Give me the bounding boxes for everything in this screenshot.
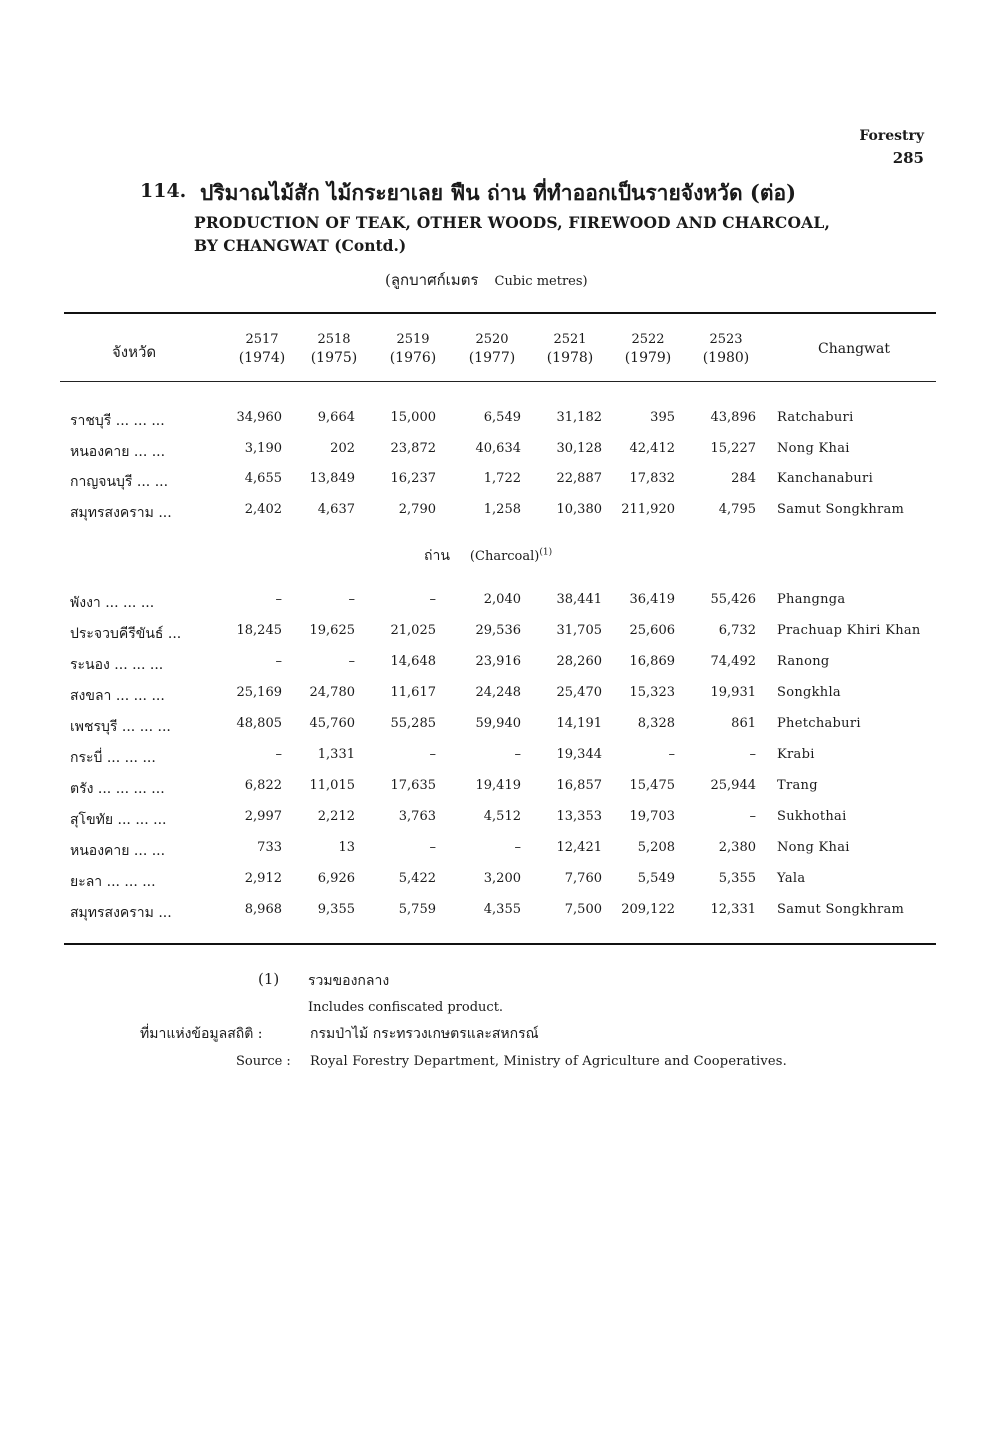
value-cell: 45,760 — [309, 716, 355, 731]
value-cell: 211,920 — [621, 502, 675, 517]
table-row — [0, 441, 990, 463]
value-cell: 4,795 — [718, 502, 756, 517]
title-english-line2: BY CHANGWAT (Contd.) — [194, 236, 407, 255]
value-cell: – — [514, 747, 521, 762]
section-thai: ถ่าน — [424, 548, 450, 564]
value-cell: 2,040 — [483, 592, 521, 607]
value-cell: 19,625 — [309, 623, 355, 638]
year-header — [696, 331, 756, 367]
province-thai: เพชรบุรี ... ... ... — [70, 719, 171, 735]
year-header — [618, 331, 678, 367]
section-english: (Charcoal) — [469, 549, 540, 564]
value-cell: 13,849 — [309, 471, 355, 486]
province-thai: กระบี่ ... ... ... — [70, 750, 156, 766]
value-cell: 2,212 — [317, 809, 355, 824]
title-english-line1: PRODUCTION OF TEAK, OTHER WOODS, FIREWOOD AND CHARCOAL, — [194, 213, 831, 232]
value-cell: 55,285 — [390, 716, 436, 731]
value-cell: 25,606 — [629, 623, 675, 638]
value-cell: 15,323 — [629, 685, 675, 700]
year-header — [540, 331, 600, 367]
value-cell: 5,549 — [637, 871, 675, 886]
value-cell: 3,763 — [398, 809, 436, 824]
table-row — [0, 654, 990, 676]
year-be: 2523 — [709, 332, 743, 347]
province-english: Yala — [777, 871, 806, 886]
table-top-rule — [64, 312, 936, 314]
value-cell: 25,944 — [710, 778, 756, 793]
value-cell: 10,380 — [556, 502, 602, 517]
year-header — [304, 331, 364, 367]
column-header-english: Changwat — [818, 341, 891, 357]
value-cell: 861 — [731, 716, 756, 731]
province-english: Phetchaburi — [777, 716, 861, 731]
province-thai: ยะลา ... ... ... — [70, 874, 156, 890]
table-row — [0, 592, 990, 614]
value-cell: 2,912 — [244, 871, 282, 886]
value-cell: – — [514, 840, 521, 855]
value-cell: 29,536 — [475, 623, 521, 638]
value-cell: 1,258 — [483, 502, 521, 517]
table-row — [0, 778, 990, 800]
value-cell: 16,869 — [629, 654, 675, 669]
value-cell: 8,328 — [637, 716, 675, 731]
value-cell: 2,790 — [398, 502, 436, 517]
year-be: 2521 — [553, 332, 587, 347]
unit-label — [385, 268, 588, 292]
value-cell: 30,128 — [556, 441, 602, 456]
value-cell: 7,760 — [564, 871, 602, 886]
value-cell: 209,122 — [621, 902, 675, 917]
province-thai: สุโขทัย ... ... ... — [70, 812, 167, 828]
province-thai: ระนอง ... ... ... — [70, 657, 164, 673]
source-thai-label: ที่มาแห่งข้อมูลสถิติ : — [140, 1026, 263, 1042]
value-cell: 7,500 — [564, 902, 602, 917]
value-cell: – — [348, 654, 355, 669]
table-row — [0, 410, 990, 432]
value-cell: – — [275, 747, 282, 762]
table-row — [0, 685, 990, 707]
value-cell: 5,759 — [398, 902, 436, 917]
value-cell: 74,492 — [710, 654, 756, 669]
value-cell: 31,705 — [556, 623, 602, 638]
value-cell: 5,355 — [718, 871, 756, 886]
table-row — [0, 809, 990, 831]
value-cell: 11,015 — [309, 778, 355, 793]
value-cell: 48,805 — [236, 716, 282, 731]
province-thai: กาญจนบุรี ... ... — [70, 474, 169, 490]
value-cell: 59,940 — [475, 716, 521, 731]
value-cell: 4,512 — [483, 809, 521, 824]
table-row — [0, 747, 990, 769]
value-cell: 1,331 — [317, 747, 355, 762]
table-row — [0, 902, 990, 924]
value-cell: 38,441 — [556, 592, 602, 607]
province-thai: ตรัง ... ... ... ... — [70, 781, 165, 797]
value-cell: 8,968 — [244, 902, 282, 917]
year-be: 2520 — [475, 332, 509, 347]
year-header — [462, 331, 522, 367]
province-english: Phangnga — [777, 592, 846, 607]
value-cell: 19,344 — [556, 747, 602, 762]
value-cell: 202 — [330, 441, 355, 456]
value-cell: 395 — [650, 410, 675, 425]
value-cell: – — [275, 592, 282, 607]
province-english: Nong Khai — [777, 840, 850, 855]
value-cell: 17,832 — [629, 471, 675, 486]
year-header — [383, 331, 443, 367]
value-cell: 284 — [731, 471, 756, 486]
table-row — [0, 502, 990, 524]
value-cell: 55,426 — [710, 592, 756, 607]
charcoal-section-label — [424, 545, 552, 567]
unit-english: Cubic metres) — [494, 274, 588, 289]
province-english: Songkhla — [777, 685, 841, 700]
value-cell: 23,872 — [390, 441, 436, 456]
column-header-thai: จังหวัด — [112, 343, 157, 361]
source-thai: กรมป่าไม้ กระทรวงเกษตรและสหกรณ์ — [310, 1026, 539, 1042]
table-row — [0, 716, 990, 738]
value-cell: – — [429, 592, 436, 607]
value-cell: 19,419 — [475, 778, 521, 793]
value-cell: – — [348, 592, 355, 607]
value-cell: 15,000 — [390, 410, 436, 425]
table-header-rule — [60, 381, 936, 382]
value-cell: 4,655 — [244, 471, 282, 486]
value-cell: 5,422 — [398, 871, 436, 886]
value-cell: 18,245 — [236, 623, 282, 638]
value-cell: – — [429, 747, 436, 762]
value-cell: – — [429, 840, 436, 855]
value-cell: 19,703 — [629, 809, 675, 824]
value-cell: 6,822 — [244, 778, 282, 793]
value-cell: 34,960 — [236, 410, 282, 425]
province-english: Prachuap Khiri Khan — [777, 623, 921, 638]
footnote-english: Includes confiscated product. — [308, 1000, 504, 1015]
province-english: Trang — [777, 778, 818, 793]
table-row — [0, 871, 990, 893]
value-cell: 12,331 — [710, 902, 756, 917]
value-cell: 2,380 — [718, 840, 756, 855]
value-cell: 25,470 — [556, 685, 602, 700]
value-cell: 9,664 — [317, 410, 355, 425]
province-english: Krabi — [777, 747, 815, 762]
value-cell: 16,237 — [390, 471, 436, 486]
province-thai: สงขลา ... ... ... — [70, 688, 165, 704]
year-ad: (1979) — [624, 350, 672, 366]
province-thai: สมุทรสงคราม ... — [70, 505, 172, 521]
value-cell: 4,637 — [317, 502, 355, 517]
value-cell: 2,997 — [244, 809, 282, 824]
value-cell: 6,926 — [317, 871, 355, 886]
province-thai: หนองคาย ... ... — [70, 444, 166, 460]
value-cell: 6,549 — [483, 410, 521, 425]
province-thai: สมุทรสงคราม ... — [70, 905, 172, 921]
value-cell: 2,402 — [244, 502, 282, 517]
title-thai: ปริมาณไม้สัก ไม้กระยาเลย ฟืน ถ่าน ที่ทำออกเป็นรายจังหวัด (ต่อ) — [200, 180, 797, 205]
value-cell: 14,191 — [556, 716, 602, 731]
value-cell: 15,227 — [710, 441, 756, 456]
province-english: Kanchanaburi — [777, 471, 874, 486]
year-be: 2519 — [396, 332, 430, 347]
value-cell: 3,200 — [483, 871, 521, 886]
value-cell: 21,025 — [390, 623, 436, 638]
value-cell: – — [749, 747, 756, 762]
value-cell: – — [668, 747, 675, 762]
value-cell: 24,248 — [475, 685, 521, 700]
value-cell: 6,732 — [718, 623, 756, 638]
year-ad: (1978) — [546, 350, 594, 366]
year-ad: (1975) — [310, 350, 358, 366]
value-cell: 42,412 — [629, 441, 675, 456]
year-header — [232, 331, 292, 367]
unit-thai: (ลูกบาศก์เมตร — [385, 271, 479, 289]
value-cell: 25,169 — [236, 685, 282, 700]
value-cell: 733 — [257, 840, 282, 855]
value-cell: 22,887 — [556, 471, 602, 486]
year-ad: (1980) — [702, 350, 750, 366]
province-thai: ราชบุรี ... ... ... — [70, 413, 165, 429]
section-name: Forestry — [859, 128, 924, 144]
value-cell: 12,421 — [556, 840, 602, 855]
province-english: Ranong — [777, 654, 830, 669]
value-cell: 4,355 — [483, 902, 521, 917]
value-cell: 14,648 — [390, 654, 436, 669]
source-english: Royal Forestry Department, Ministry of Agriculture and Cooperatives. — [310, 1054, 788, 1069]
value-cell: 43,896 — [710, 410, 756, 425]
value-cell: 24,780 — [309, 685, 355, 700]
year-ad: (1976) — [389, 350, 437, 366]
value-cell: 28,260 — [556, 654, 602, 669]
province-thai: ประจวบคีรีขันธ์ ... — [70, 626, 182, 642]
year-be: 2522 — [631, 332, 665, 347]
value-cell: 31,182 — [556, 410, 602, 425]
value-cell: 9,355 — [317, 902, 355, 917]
section-note: (1) — [539, 547, 553, 558]
value-cell: – — [275, 654, 282, 669]
page-number: 285 — [892, 149, 924, 167]
value-cell: 5,208 — [637, 840, 675, 855]
value-cell: 17,635 — [390, 778, 436, 793]
province-english: Sukhothai — [777, 809, 847, 824]
table-bottom-rule — [64, 943, 936, 945]
footnote-mark: (1) — [258, 970, 280, 988]
province-english: Samut Songkhram — [777, 902, 905, 917]
year-ad: (1977) — [468, 350, 516, 366]
table-row — [0, 840, 990, 862]
value-cell: 36,419 — [629, 592, 675, 607]
province-thai: พังงา ... ... ... — [70, 595, 155, 611]
value-cell: 23,916 — [475, 654, 521, 669]
value-cell: 13,353 — [556, 809, 602, 824]
value-cell: 13 — [338, 840, 355, 855]
value-cell: 40,634 — [475, 441, 521, 456]
table-number: 114. — [140, 180, 187, 202]
value-cell: 15,475 — [629, 778, 675, 793]
value-cell: 16,857 — [556, 778, 602, 793]
table-row — [0, 623, 990, 645]
value-cell: 19,931 — [710, 685, 756, 700]
province-english: Nong Khai — [777, 441, 850, 456]
year-be: 2518 — [317, 332, 351, 347]
province-english: Ratchaburi — [777, 410, 854, 425]
year-be: 2517 — [245, 332, 279, 347]
table-row — [0, 471, 990, 493]
province-thai: หนองคาย ... ... — [70, 843, 166, 859]
value-cell: 3,190 — [244, 441, 282, 456]
province-english: Samut Songkhram — [777, 502, 905, 517]
year-ad: (1974) — [238, 350, 286, 366]
source-english-label: Source : — [236, 1054, 291, 1069]
value-cell: 1,722 — [483, 471, 521, 486]
footnote-thai: รวมของกลาง — [308, 973, 390, 989]
value-cell: – — [749, 809, 756, 824]
value-cell: 11,617 — [390, 685, 436, 700]
